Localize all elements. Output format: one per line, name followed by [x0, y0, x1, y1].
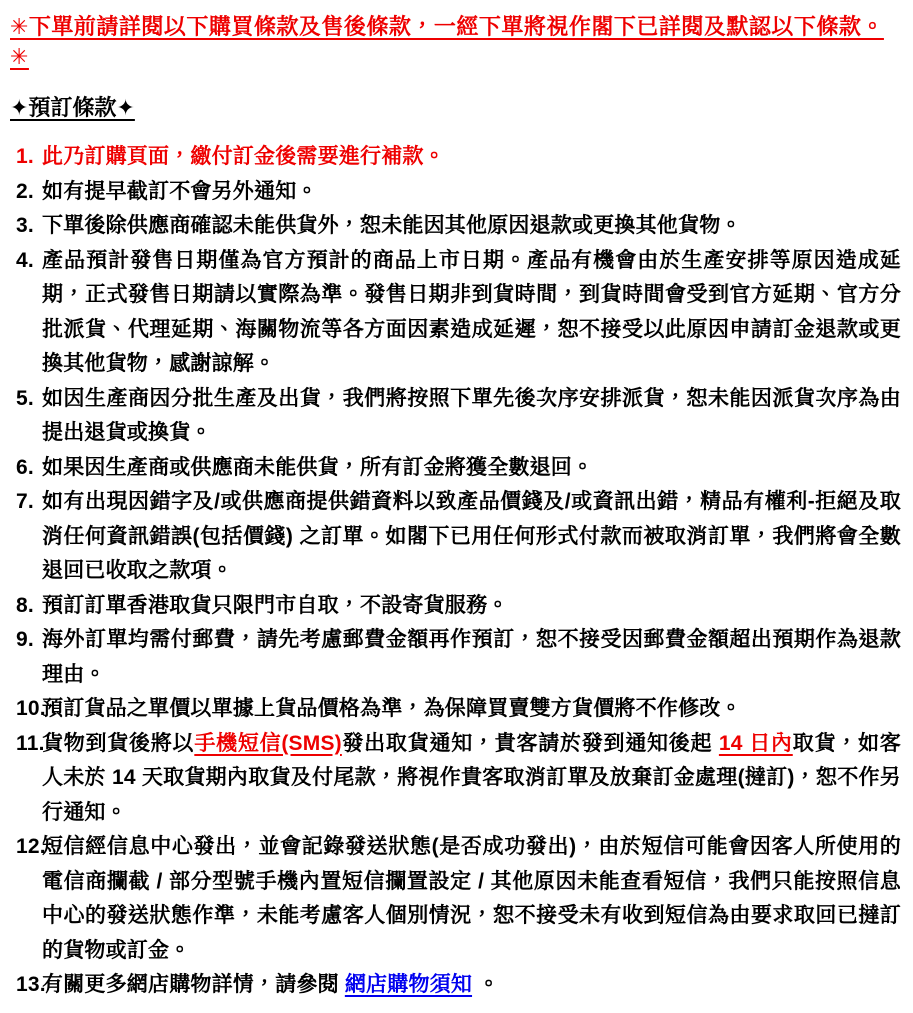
term-item-7 — [10, 485, 901, 589]
text-segment: 產品預計發售日期僅為官方預計的商品上市日期。產品有機會由於生產安排等原因造成延期，正式發售日期請以實際為準。發售日期非到貨時間，到貨時間會受到官方延期、官方分批派貨、代理延期、海關物流等各方面因素造成延遲，恕不接受以此原因申請訂金退款或更換其他貨物，感謝諒解。 — [42, 248, 901, 375]
term-number: 8. — [16, 593, 34, 617]
text-segment: 。 — [472, 973, 500, 996]
text-segment: 預訂貨品之單價以單據上貨品價格為準，為保障買賣雙方貨價將不作修改。 — [42, 697, 742, 720]
term-number: 10. — [16, 697, 46, 720]
term-text — [42, 628, 901, 686]
text-segment: 如有提早截訂不會另外通知。 — [42, 179, 318, 203]
term-item-4 — [10, 244, 901, 382]
term-number: 9. — [16, 628, 34, 651]
term-text — [42, 490, 901, 582]
text-segment: 手機短信(SMS) — [194, 731, 342, 755]
text-segment: 短信經信息中心發出，並會記錄發送狀態(是否成功發出)，由於短信可能會因客人所使用的電信商攔截 / 部分型號手機內置短信攔置設定 / 其他原因未能查看短信，我們只能按照信息中心的發送狀態作準，未能考慮客人個別情況，恕不接受未有收到短信為由要求取回已撻訂的貨物或訂金。 — [42, 835, 901, 962]
term-text — [42, 732, 901, 824]
term-item-5 — [10, 382, 901, 451]
term-text — [42, 387, 901, 445]
text-segment: 取貨，如客人未於 14 天取貨期內取貨及付尾款，將視作貴客取消訂單及放棄訂金處理(撻訂)，恕不作另行通知。 — [42, 731, 901, 824]
text-segment: 此乃訂購頁面，繳付訂金後需要進行補款。 — [42, 145, 445, 168]
term-item-9 — [10, 623, 901, 692]
term-item-11 — [10, 727, 901, 831]
text-segment: 發出取貨通知，貴客請於發到通知後起 — [341, 731, 719, 755]
text-segment: 如因生產商因分批生產及出貨，我們將按照下單先後次序安排派貨，恕未能因派貨次序為由提出退貨或換貨。 — [42, 386, 901, 444]
term-number: 11. — [16, 731, 45, 755]
text-segment: 海外訂單均需付郵費，請先考慮郵費金額再作預訂，恕不接受因郵費金額超出預期作為退款理由。 — [42, 628, 901, 686]
terms-list — [10, 140, 901, 1003]
term-number: 7. — [16, 490, 34, 513]
term-text — [42, 456, 593, 479]
term-number: 1. — [16, 145, 34, 168]
term-text — [42, 214, 742, 237]
term-number: 4. — [16, 248, 34, 272]
section-title-preorder-terms: ✦預訂條款✦ — [10, 95, 135, 120]
term-item-1 — [10, 140, 901, 175]
text-segment: 貨物到貨後將以 — [42, 731, 195, 755]
term-text — [42, 594, 508, 617]
term-number: 13. — [16, 973, 46, 996]
term-item-3 — [10, 209, 901, 244]
term-text — [42, 697, 742, 720]
term-text — [42, 973, 499, 996]
text-segment: 有關更多網店購物詳情，請參閱 — [42, 973, 345, 996]
term-text — [42, 145, 445, 168]
text-segment: 預訂訂單香港取貨只限門市自取，不設寄貨服務。 — [42, 593, 509, 617]
term-number: 12. — [16, 835, 46, 858]
term-item-8 — [10, 589, 901, 624]
term-text — [42, 835, 901, 962]
text-segment: 14 日內 — [718, 731, 793, 755]
term-item-13 — [10, 968, 901, 1003]
term-number: 3. — [16, 214, 34, 237]
term-text — [42, 249, 901, 376]
pre-order-warning-header: ✳下單前請詳閱以下購買條款及售後條款，一經下單將視作閣下已詳閱及默認以下條款。✳ — [10, 14, 884, 69]
term-item-10 — [10, 692, 901, 727]
term-number: 2. — [16, 179, 34, 203]
term-item-2 — [10, 175, 901, 210]
term-number: 6. — [16, 455, 34, 479]
term-text — [42, 180, 318, 203]
shop-guide-link[interactable]: 網店購物須知 — [344, 973, 473, 996]
text-segment: 下單後除供應商確認未能供貨外，恕未能因其他原因退款或更換其他貨物。 — [42, 214, 742, 237]
term-item-6 — [10, 451, 901, 486]
term-item-12 — [10, 830, 901, 968]
text-segment: 如有出現因錯字及/或供應商提供錯資料以致產品價錢及/或資訊出錯，精品有權利-拒絕及取消任何資訊錯誤(包括價錢) 之訂單。如閣下已用任何形式付款而被取消訂單，我們將會全數退回已收取之款項。 — [42, 490, 901, 582]
term-number: 5. — [16, 386, 34, 410]
text-segment: 如果因生產商或供應商未能供貨，所有訂金將獲全數退回。 — [42, 455, 594, 479]
